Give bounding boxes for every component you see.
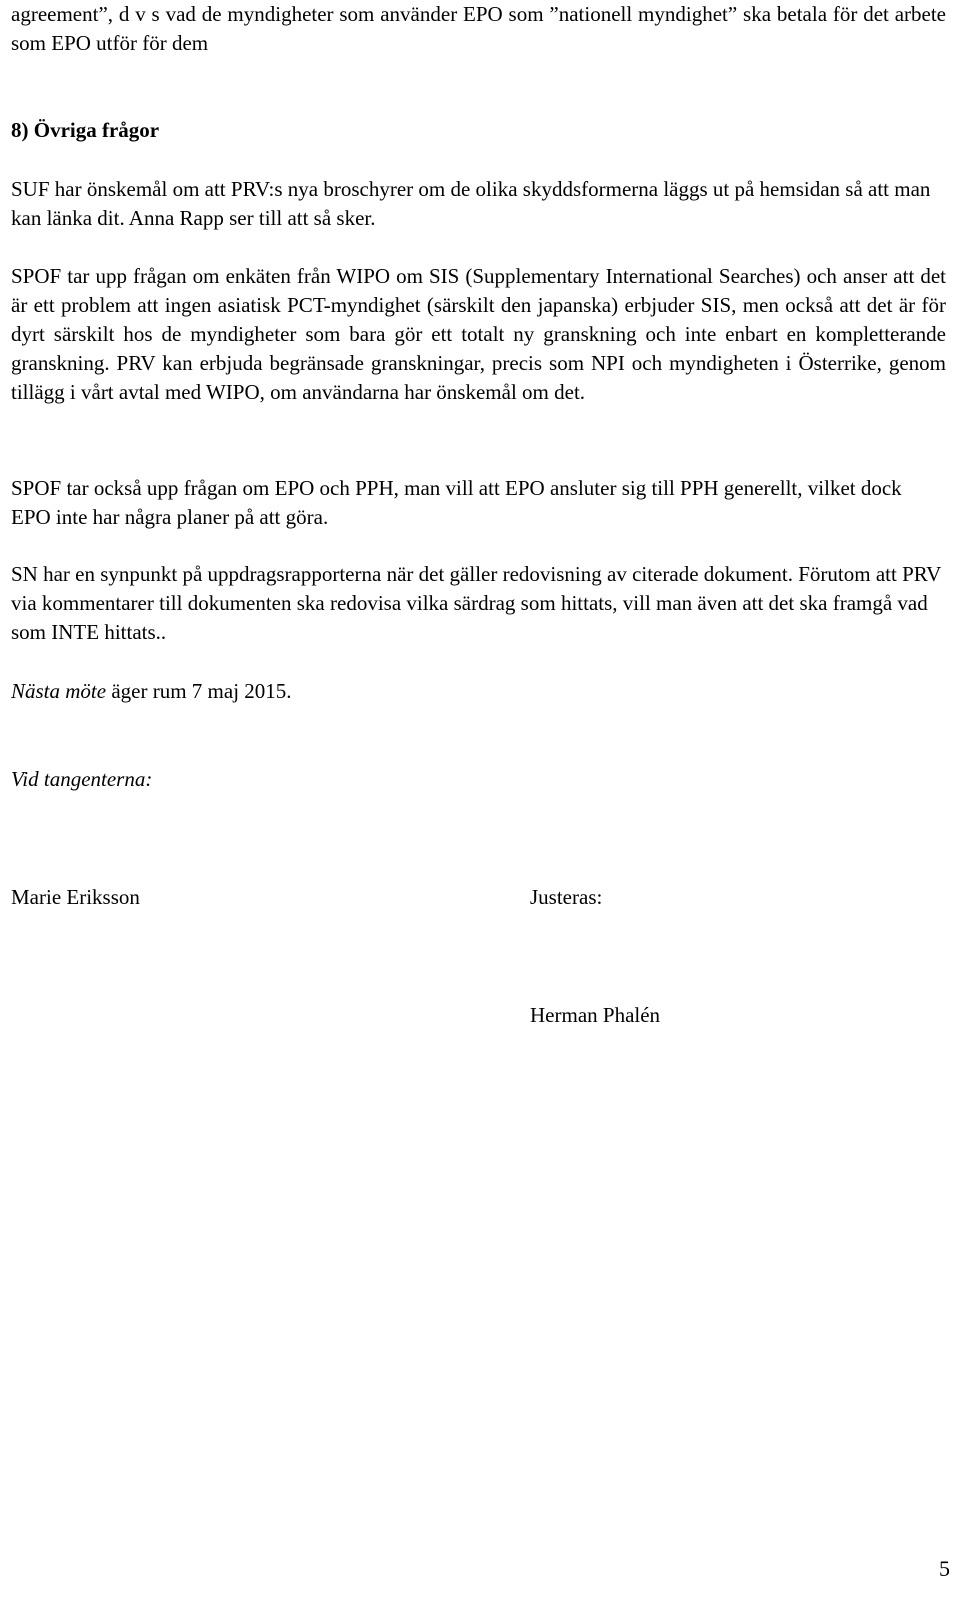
next-meeting-text: äger rum 7 maj 2015. [106,679,292,703]
paragraph-spof-sis: SPOF tar upp frågan om enkäten från WIPO om SIS (Supplementary International Searches) och anser att det är ett problem att ingen asiatisk PCT-myndighet (särskilt den japanska) erbjuder SIS, men också att det är för dyrt särskilt hos de myndigheter som bara gör ett totalt ny granskning och inte enbart en kompletterande granskning. PRV kan erbjuda begränsade granskningar, precis som NPI och myndigheten i Österrike, genom tillägg i vårt avtal med WIPO, om användarna har önskemål om det. [11,264,946,404]
page-number: 5 [939,1556,950,1581]
keyboard-label: Vid tangenterna: [11,767,153,791]
intro-paragraph: agreement”, d v s vad de myndigheter som använder EPO som ”nationell myndighet” ska betala för det arbete som EPO utför för dem [11,2,946,55]
paragraph-sn: SN har en synpunkt på uppdragsrapporterna när det gäller redovisning av citerade dokument. Förutom att PRV via kommentarer till dokumenten ska redovisa vilka särdrag som hittats, vill man även att det ska framgå vad som INTE hittats.. [11,562,941,644]
next-meeting [11,677,946,706]
paragraph-spof-pph: SPOF tar också upp frågan om EPO och PPH, man vill att EPO ansluter sig till PPH generellt, vilket dock EPO inte har några planer på att göra. [11,476,902,529]
approved-label: Justeras: [530,885,603,909]
section-heading: 8) Övriga frågor [11,118,160,142]
next-meeting-label: Nästa möte [11,679,107,703]
paragraph-suf: SUF har önskemål om att PRV:s nya broschyrer om de olika skyddsformerna läggs ut på hemsidan så att man kan länka dit. Anna Rapp ser till att så sker. [11,177,931,230]
secretary-name: Marie Eriksson [11,885,140,909]
approver-name: Herman Phalén [530,1003,661,1027]
